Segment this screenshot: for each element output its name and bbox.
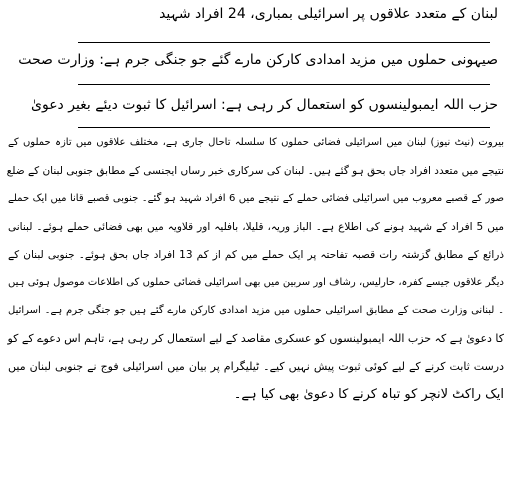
headline-secondary: صیہونی حملوں میں مزید امدادی کارکن مارے گئے جو جنگی جرم ہے: وزارت صحت <box>18 52 498 68</box>
headline-divider <box>78 127 490 128</box>
headline-divider <box>78 42 490 43</box>
article-body-line: ذرائع کے مطابق گزشتہ رات قصبہ تفاحتہ پر ایک حملے میں کم از کم 13 افراد جاں بحق ہوئے۔ جنوبی لبنان کے <box>8 249 504 261</box>
headline-divider <box>78 84 490 85</box>
article-body-line: کا دعویٰ ہے کہ حزب اللہ ایمبولینسوں کو عسکری مقاصد کے لیے استعمال کر رہی ہے، تاہم اس دعوے کے کو <box>7 332 504 345</box>
headline-tertiary: حزب اللہ ایمبولینسوں کو استعمال کر رہی ہے: اسرائیل کا ثبوت دیئے بغیر دعویٰ <box>31 97 498 113</box>
article-body-line: نتیجے میں متعدد افراد جاں بحق ہو گئے ہیں۔ لبنان کی سرکاری خبر رساں ایجنسی کے مطابق جنوبی لبنان کے ضلع <box>6 165 504 177</box>
article-body-line: دیگر علاقوں جیسے کفرہ، حارلیس، رشاف اور سربین میں بھی اسرائیلی فضائی حملوں کی اطلاعات موصول ہوئی ہیں <box>8 277 504 288</box>
headline-main: لبنان کے متعدد علاقوں پر اسرائیلی بمباری، 24 افراد شہید <box>159 6 498 22</box>
article-body-line: ۔ لبنانی وزارت صحت کے مطابق اسرائیلی حملوں میں مزید امدادی کارکن مارے گئے ہیں جو جنگی جرم ہے۔ اسرائیل <box>8 305 504 316</box>
article-body-line: میں 5 افراد کے شہید ہونے کی اطلاع ہے۔ الباز وریہ، قلیلا، بافلیہ اور قلاویہ میں بھی فضائی حملے ہوئے۔ لبنانی <box>8 221 504 233</box>
article-body-line: بیروت (نیٹ نیوز) لبنان میں اسرائیلی فضائی حملوں کا سلسلہ تاحال جاری ہے، مختلف علاقوں میں تازہ حملوں کے <box>8 137 504 148</box>
article-body-line: درست ثابت کرنے کے لیے کوئی ثبوت پیش نہیں کیے۔ ٹیلیگرام پر بیان میں اسرائیلی فوج نے جنوبی لبنان میں <box>8 360 504 373</box>
article-body-line: ایک راکٹ لانچر کو تباہ کرنے کا دعویٰ بھی کیا ہے۔ <box>233 387 504 402</box>
article-body-line: صور کے قصبے معروب میں اسرائیلی فضائی حملے کے نتیجے میں 6 افراد شہید ہو گئے۔ جنوبی قصبے قانا میں ایک حملے <box>8 193 505 204</box>
